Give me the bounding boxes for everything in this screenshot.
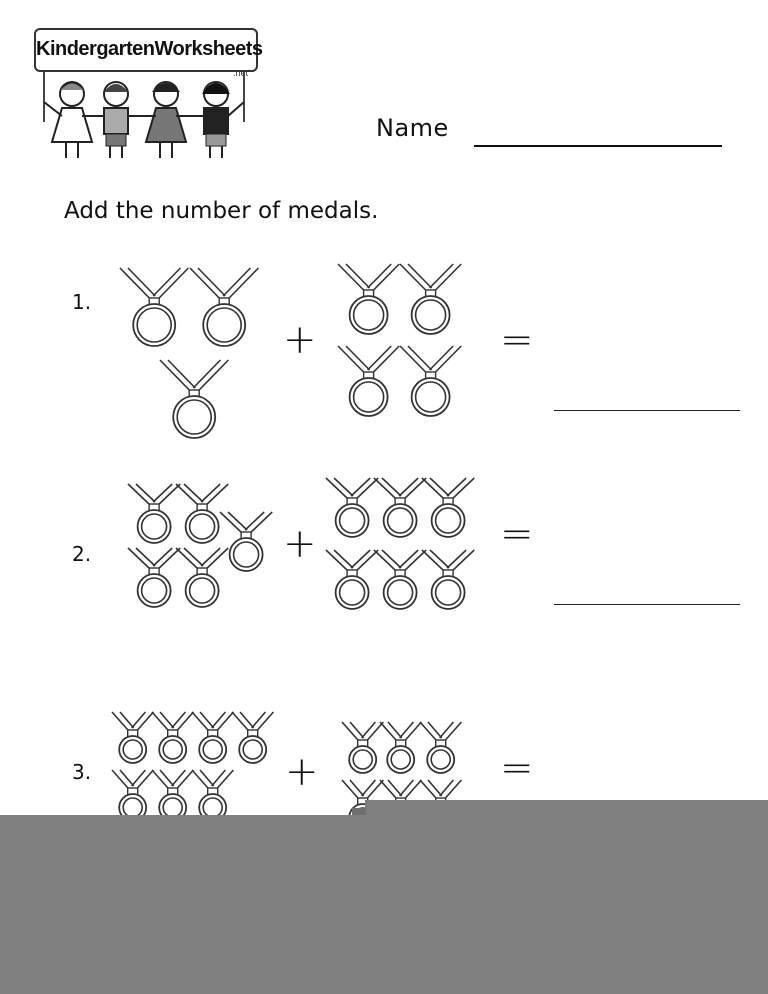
- medal-icon: [342, 722, 383, 773]
- logo-text: KindergartenWorksheets: [34, 28, 258, 72]
- problem-1-equals: =: [500, 317, 534, 363]
- problem-1-number: 1.: [72, 290, 92, 314]
- medal-icon: [420, 722, 461, 773]
- problem-3-plus: +: [285, 749, 319, 795]
- name-label: Name: [376, 114, 449, 142]
- problem-2-plus: +: [283, 521, 317, 567]
- gray-overlay: [0, 815, 768, 994]
- problem-2-equals: =: [500, 511, 534, 557]
- problem-3-equals: =: [500, 745, 534, 791]
- problem-1-plus: +: [283, 317, 317, 363]
- medal-icon: [380, 722, 421, 773]
- gray-overlay-notch: [365, 800, 768, 816]
- problem-3-number: 3.: [72, 760, 92, 784]
- instruction-text: Add the number of medals.: [64, 198, 379, 224]
- logo-sub: .net: [232, 68, 248, 78]
- problem-2-number: 2.: [72, 542, 92, 566]
